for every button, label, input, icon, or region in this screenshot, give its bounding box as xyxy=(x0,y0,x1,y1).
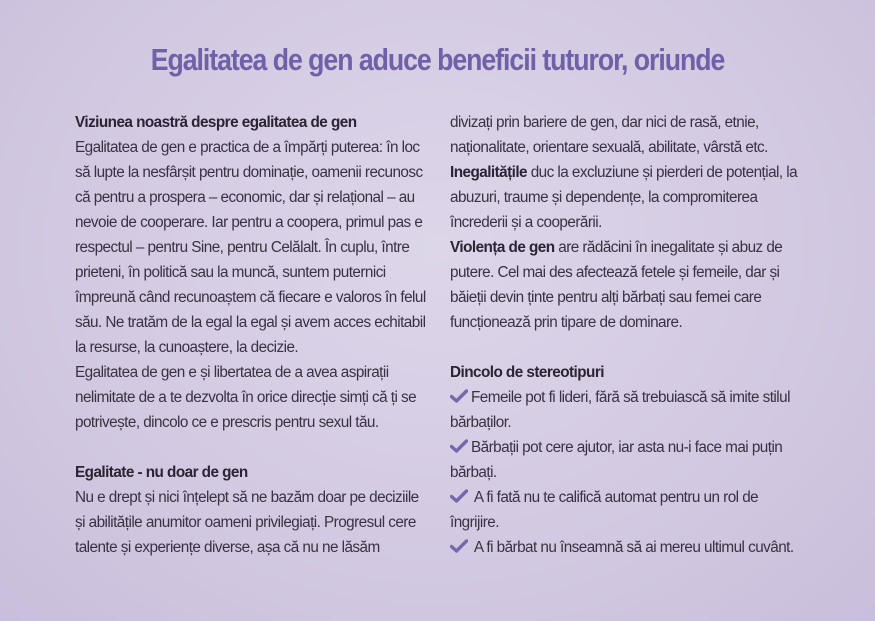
inequality-text: duc la excluziune și pierderi de potențial, la abuzuri, traume și dependențe, la compromiterea încrederii și a cooperării. xyxy=(450,164,798,231)
vision-paragraph-2: Egalitatea de gen e și libertatea de a avea aspirații nelimitate de a te dezvolta în orice direcție simți că ți se potrivește, dincolo ce e prescris pentru sexul tău. xyxy=(75,364,417,431)
page-title: Egalitatea de gen aduce beneficii tuturor, oriunde xyxy=(150,42,725,77)
list-item-text: Bărbații pot cere ajutor, iar asta nu-i face mai puțin bărbați. xyxy=(450,439,783,481)
check-icon xyxy=(450,539,468,553)
list-item xyxy=(450,485,800,535)
list-item xyxy=(450,385,800,435)
equality-paragraph: Nu e drept și nici înțelept să ne bazăm doar pe deciziile și abilitățile anumitor oameni privilegiați. Progresul cere talente și experiențe diverse, așa că nu ne lăsăm xyxy=(75,489,419,556)
equality-paragraph-continued: divizați prin bariere de gen, dar nici de rasă, etnie, naționalitate, orientare sexuală, abilitate, vârstă etc. xyxy=(450,114,768,156)
section-heading-stereotypes: Dincolo de stereotipuri xyxy=(450,364,604,381)
list-item-text: A fi bărbat nu înseamnă să ai mereu ultimul cuvânt. xyxy=(471,539,794,556)
list-item-text: Femeile pot fi lideri, fără să trebuiască să imite stilul bărbaților. xyxy=(450,389,790,431)
spacer xyxy=(450,335,800,360)
section-heading-equality: Egalitate - nu doar de gen xyxy=(75,464,248,481)
left-column xyxy=(75,110,430,560)
list-item xyxy=(450,535,800,560)
inequality-paragraph xyxy=(450,160,800,235)
inequality-term: Inegalitățile xyxy=(450,164,528,181)
violence-text: are rădăcini în inegalitate și abuz de putere. Cel mai des afectează fetele și femeile, dar și băieții devin ținte pentru alți bărbați sau femei care funcționează prin tipare de dominare. xyxy=(450,239,783,331)
section-heading-vision: Viziunea noastră despre egalitatea de gen xyxy=(75,114,357,131)
list-item-text: A fi fată nu te califică automat pentru un rol de îngrijire. xyxy=(450,489,759,531)
violence-term: Violența de gen xyxy=(450,239,555,256)
check-icon xyxy=(450,439,468,453)
violence-paragraph xyxy=(450,235,800,335)
check-icon xyxy=(450,389,468,403)
check-icon xyxy=(450,489,468,503)
right-column xyxy=(450,110,800,560)
spacer xyxy=(75,435,430,460)
list-item xyxy=(450,435,800,485)
vision-paragraph-1: Egalitatea de gen e practica de a împărți puterea: în loc să lupte la nesfârșit pentru dominație, oamenii recunosc că pentru a prospera – economic, dar și relațional – au nevoie de cooperare. Iar pentru a coopera, primul pas e respectul – pentru Sine, pentru Celălalt. În cuplu, între prieteni, în politică sau la muncă, suntem puternici împreună când recunoaștem că fiecare e valoros în felul său. Ne tratăm de la egal la egal și avem acces echitabil la resurse, la cunoaștere, la decizie. xyxy=(75,139,426,356)
